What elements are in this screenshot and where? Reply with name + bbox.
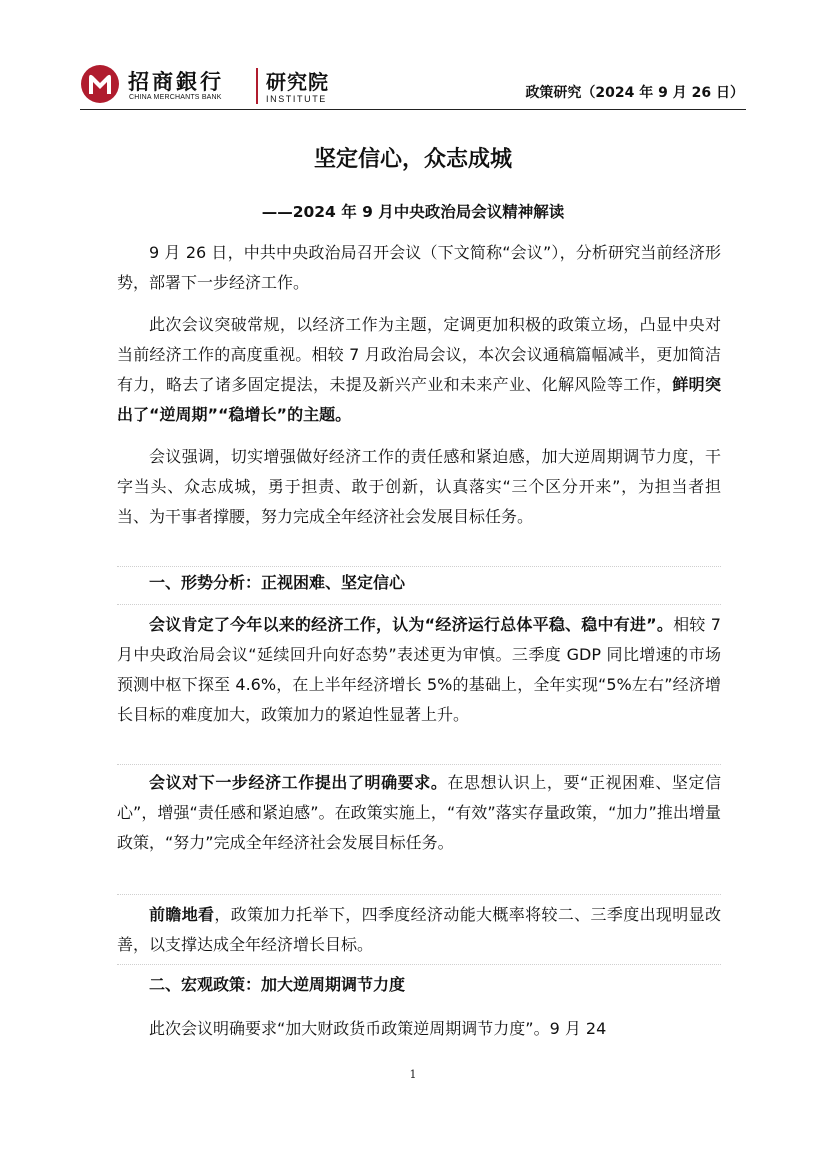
page-header [0,0,826,112]
section-divider [117,566,721,567]
section-divider [117,604,721,605]
paragraph-outlook [117,900,721,960]
document-subtitle: ——2024 年 9 月中央政治局会议精神解读 [261,203,565,221]
paragraph-emphasis: 会议肯定了今年以来的经济工作，认为“经济运行总体平稳、稳中有进”。 [149,615,674,634]
paragraph-text: 9 月 26 日，中共中央政治局召开会议（下文简称“会议”），分析研究当前经济形势，部署下一步经济工作。 [117,243,721,292]
paragraph-requirements [117,768,721,858]
paragraph-situation [117,610,721,730]
paragraph-macro-policy [117,1014,721,1044]
paragraph-intro [117,238,721,298]
paragraph-meeting-emphasis [117,442,721,532]
paragraph-text: 会议强调，切实增强做好经济工作的责任感和紧迫感，加大逆周期调节力度，干字当头、众志成城，勇于担责、敢于创新，认真落实“三个区分开来”，为担当者担当、为干事者撑腰，努力完成全年经济社会发展目标任务。 [117,447,721,526]
document-title: 坚定信心，众志成城 [313,147,512,172]
paragraph-emphasis: 前瞻地看 [149,905,215,924]
paragraph-emphasis: 鲜明突出了“逆周期”“稳增长”的主题。 [117,375,721,424]
section-divider [117,894,721,895]
paragraph-text: ，政策加力托举下，四季度经济动能大概率将较二、三季度出现明显改善，以支撑达成全年经济增长目标。 [117,905,721,954]
paragraph-meeting-summary [117,310,721,430]
paragraph-text: 此次会议突破常规，以经济工作为主题，定调更加积极的政策立场，凸显中央对当前经济工作的高度重视。相较 7 月政治局会议，本次会议通稿篇幅减半，更加简洁有力，略去了诸多固定提法，未提及新兴产业和未来产业、化解风险等工作， [117,315,721,394]
section-divider [117,764,721,765]
header-rule [80,109,746,110]
report-tag: 政策研究（2024 年 9 月 26 日） [525,85,744,101]
brand-name-en: CHINA MERCHANTS BANK [129,94,222,101]
section-heading-1: 一、形势分析：正视困难、坚定信心 [149,573,406,592]
section-heading-2: 二、宏观政策：加大逆周期调节力度 [149,975,406,994]
cmb-logo-icon [80,64,120,104]
paragraph-text: 在思想认识上，要“正视困难、坚定信心”，增强“责任感和紧迫感”。在政策实施上，“有效”落实存量政策，“加力”推出增量政策，“努力”完成全年经济社会发展目标任务。 [117,773,721,852]
institute-name-cn: 研究院 [266,70,329,94]
paragraph-text: 此次会议明确要求“加大财政货币政策逆周期调节力度”。9 月 24 [149,1019,607,1038]
paragraph-emphasis: 会议对下一步经济工作提出了明确要求。 [149,773,448,792]
logo-divider [256,68,258,104]
brand-name-cn: 招商銀行 [128,69,224,94]
institute-name-en: INSTITUTE [266,94,327,104]
section-divider [117,964,721,965]
paragraph-text: 相较 7 月中央政治局会议“延续回升向好态势”表述更为审慎。三季度 GDP 同比增速的市场预测中枢下探至 4.6%，在上半年经济增长 5%的基础上，全年实现“5%左右”经济增长目标的难度加大，政策加力的紧迫性显著上升。 [117,615,721,724]
page-number: 1 [409,1068,417,1081]
